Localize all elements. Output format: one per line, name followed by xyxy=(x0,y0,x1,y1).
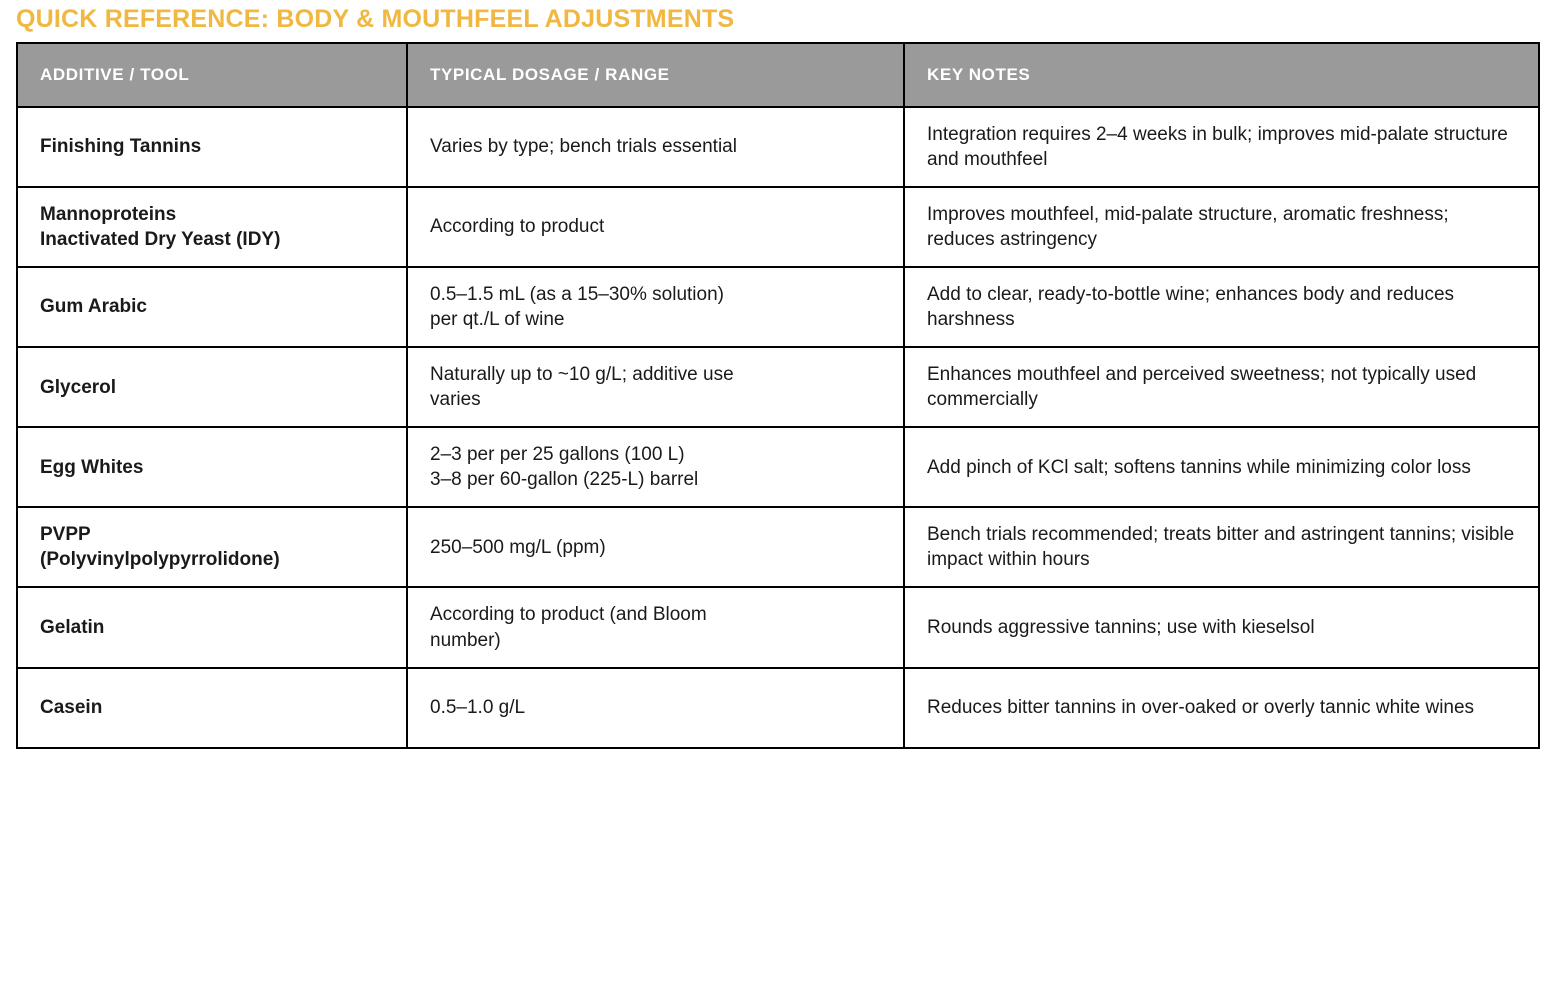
cell-dosage xyxy=(407,347,904,427)
dosage-line-1: According to product xyxy=(430,216,605,238)
dosage-line-2: number) xyxy=(430,629,501,651)
cell-notes: Add to clear, ready-to-bottle wine; enhances body and reduces harshness xyxy=(904,267,1539,347)
table-row xyxy=(17,507,1539,587)
dosage-line-1: According to product (and Bloom xyxy=(430,604,707,626)
quick-reference-table xyxy=(16,42,1540,749)
cell-additive xyxy=(17,587,407,667)
dosage-line-1: 0.5–1.5 mL (as a 15–30% solution) xyxy=(430,283,724,305)
cell-additive xyxy=(17,187,407,267)
cell-additive xyxy=(17,107,407,187)
cell-dosage xyxy=(407,187,904,267)
table-row xyxy=(17,427,1539,507)
dosage-line-2: per qt./L of wine xyxy=(430,308,565,330)
dosage-line-1: 0.5–1.0 g/L xyxy=(430,697,526,719)
cell-additive xyxy=(17,668,407,748)
column-header-additive: ADDITIVE / TOOL xyxy=(17,43,407,107)
cell-additive xyxy=(17,347,407,427)
additive-line-1: Gum Arabic xyxy=(40,296,147,318)
additive-line-1: Casein xyxy=(40,697,103,719)
cell-notes: Bench trials recommended; treats bitter and astringent tannins; visible impact within hours xyxy=(904,507,1539,587)
cell-dosage xyxy=(407,507,904,587)
cell-notes: Rounds aggressive tannins; use with kieselsol xyxy=(904,587,1539,667)
additive-line-1: PVPP xyxy=(40,524,91,546)
additive-line-1: Egg Whites xyxy=(40,456,144,478)
cell-notes: Reduces bitter tannins in over-oaked or overly tannic white wines xyxy=(904,668,1539,748)
table-header xyxy=(17,43,1539,107)
column-header-dosage: TYPICAL DOSAGE / RANGE xyxy=(407,43,904,107)
cell-additive xyxy=(17,267,407,347)
cell-additive xyxy=(17,427,407,507)
additive-line-2: Inactivated Dry Yeast (IDY) xyxy=(40,228,281,250)
cell-notes: Integration requires 2–4 weeks in bulk; improves mid-palate structure and mouthfeel xyxy=(904,107,1539,187)
cell-notes: Enhances mouthfeel and perceived sweetness; not typically used commercially xyxy=(904,347,1539,427)
cell-notes: Add pinch of KCl salt; softens tannins while minimizing color loss xyxy=(904,427,1539,507)
dosage-line-2: 3–8 per 60-gallon (225-L) barrel xyxy=(430,469,699,491)
cell-notes: Improves mouthfeel, mid-palate structure, aromatic freshness; reduces astringency xyxy=(904,187,1539,267)
table-body xyxy=(17,107,1539,748)
column-header-notes: KEY NOTES xyxy=(904,43,1539,107)
additive-line-1: Gelatin xyxy=(40,616,105,638)
dosage-line-2: varies xyxy=(430,389,481,411)
table-row xyxy=(17,187,1539,267)
table-header-row xyxy=(17,43,1539,107)
dosage-line-1: Varies by type; bench trials essential xyxy=(430,136,737,158)
cell-additive xyxy=(17,507,407,587)
cell-dosage xyxy=(407,668,904,748)
additive-line-2: (Polyvinylpolypyrrolidone) xyxy=(40,549,280,571)
table-row xyxy=(17,347,1539,427)
dosage-line-1: 250–500 mg/L (ppm) xyxy=(430,536,606,558)
dosage-line-1: Naturally up to ~10 g/L; additive use xyxy=(430,363,734,385)
table-row xyxy=(17,587,1539,667)
table-row xyxy=(17,267,1539,347)
table-row xyxy=(17,107,1539,187)
additive-line-1: Finishing Tannins xyxy=(40,136,202,158)
additive-line-1: Glycerol xyxy=(40,376,117,398)
cell-dosage xyxy=(407,267,904,347)
additive-line-1: Mannoproteins xyxy=(40,203,177,225)
page-title: QUICK REFERENCE: BODY & MOUTHFEEL ADJUSTMENTS xyxy=(16,5,735,33)
cell-dosage xyxy=(407,107,904,187)
cell-dosage xyxy=(407,587,904,667)
dosage-line-1: 2–3 per per 25 gallons (100 L) xyxy=(430,444,685,466)
cell-dosage xyxy=(407,427,904,507)
table-row xyxy=(17,668,1539,748)
